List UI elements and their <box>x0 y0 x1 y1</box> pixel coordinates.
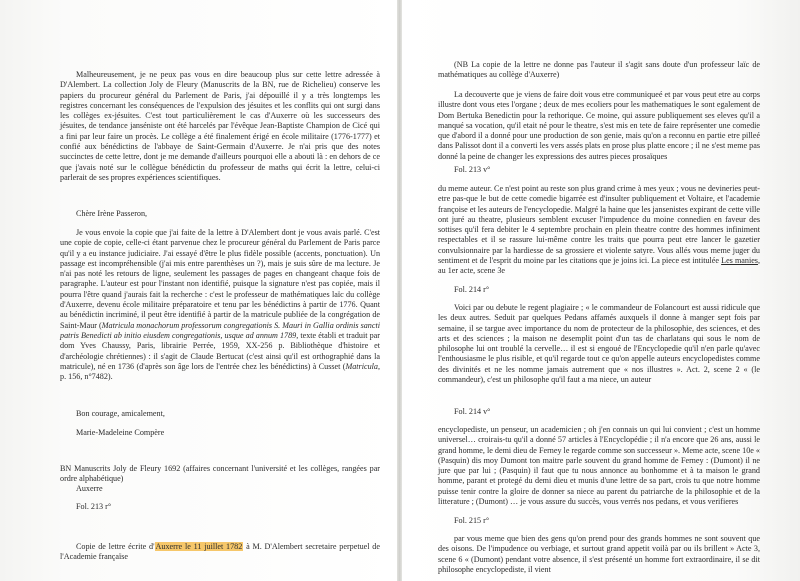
auxerre-label: Auxerre <box>76 484 103 493</box>
folio-213-verso: Fol. 213 v° <box>454 165 491 174</box>
letter-paragraph-5 <box>438 534 760 575</box>
letter-body-end: , p. 156, n°7482). <box>60 361 380 382</box>
letter-body-part-2: , texte établi et traduit par dom Yves Chaussy, Paris, librairie Perrée, 1959, XX-256 p. Bibliothèque d'histoire et d'archéologie chrétiennes) : il s'agit de Claude Bertucat (c'est ainsi qu'il est orthographié dans la matricule), né en 1736 (d'après son âge lors de l'entrée chez les bénédictins) à Cusset ( <box>60 330 380 371</box>
intro-text: Malheureusement, je ne peux pas vous en dire beaucoup plus sur cette lettre adressée à D'Alembert. La collection Joly de Fleury (Manuscrits de la BN, rue de Richelieu) conserve les papiers du procureur général du Parlement de Paris, j'ai dépouillé il y a très longtemps les registres concernant les conséquences de l'expulsion des jésuites et les conflits qui ont surgi dans les collèges ex-jésuites. C'est tout particulièrement le cas d'Auxerre où les successeurs des jésuites, de tendance janséniste ont été harcelés par l'évêque Jean-Baptiste Champion de Cicé qui a fini par leur faire un procès. Le collège a été finalement érigé en école militaire (1776-1777) et confié aux bénédictins de l'abbaye de Saint-Germain d'Auxerre. Je n'ai pris que des notes succinctes de cette lettre, dont je me demande d'ailleurs pourquoi elle a abouti là : en dehors de ce que j'avais noté sur le collègue bénédictin du professeur de maths qui écrit la lettre, celui-ci parlerait de ses propres expériences scientifiques. <box>60 70 380 182</box>
folio-213-recto: Fol. 213 r° <box>76 502 112 511</box>
play-title: Les manies <box>721 256 758 266</box>
letter-paragraph-2-main: du meme auteur. Ce n'est point au reste son plus grand crime à mes yeux ; vous ne devineries peut-etre pas-que le but de cette comedie bigarrée est d'insulter publiquement et Voltaire, et l'academie françoise et les auteurs de l'encyclopedie. Malgré la haine que les jansenistes expirant de cette ville ont juré au theatre, plusieurs semblent excuser l'impudence du moine connedien en faveur des sottises qu'il fera debiter le 4 septembre prochain en plein theatre contre des hommes infiniment respectables et il se rassure lui-même contre les traits que pourra peut etre lancer le gazetier convulsionnaire par la hardiesse de sa grossiere et violente satyre. Vous allés vous meme juger du sentiment et de l'esprit du moine par les citations que je joins ici. La piece est intitulée <box>438 184 760 266</box>
bn-reference <box>60 464 380 485</box>
letter-body-text <box>60 228 380 382</box>
signature: Marie-Madeleine Compère <box>76 428 165 437</box>
copy-heading <box>60 542 380 563</box>
salutation: Chère Irène Passeron, <box>76 209 148 218</box>
letter-paragraph-3 <box>438 303 760 385</box>
letter-body <box>60 228 380 382</box>
letter-paragraph-4-text: encyclopediste, un penseur, un academicien ; oh j'en connais un qui lui convient ; c'est un homme universel… croirais-tu qu'il a donné 57 articles à l'Encyclopédie ; il n'a encore que 26 ans, aussi le grand homme, le demi dieu de Ferney le regarde comme son successeur ». Meme acte, scene 10e « (Pasquin) dis moy Dumont ton maitre parle souvent du grand homme de Ferney : (Dumont) il ne jure que par lui ; (Pasquin) il faut que tu nous annonce au bonhomme et à ta maison le grand homme, parant et protegé du demi dieu et munis d'une lettre de sa part, crois tu que notre homme puisse tenir contre la gloire de donner sa niece au parent du patriarche de la philosophie et de la litterature ; (Dumont) … je vous assure du succès, vous verrés nos pedans, et vous verifieres <box>438 425 760 507</box>
copy-prefix: Copie de lettre écrite d' <box>76 542 155 551</box>
letter-body-part-1: Je vous envoie la copie que j'ai faite de la lettre à D'Alembert dont je vous avais parlé. C'est une copie de copie, celle-ci étant parvenue chez le procureur général du Parlement de Paris parce qu'il y a eu instance judiciaire. J'ai essayé d'être le plus fidèle possible (accents, ponctuation). Un passage est incompréhensible (j'ai mis entre parenthèses un ?), mais je suis sûre de ma lecture. Je n'ai pas noté les retours de ligne, seulement les passages de pages en changeant chaque fois de paragraphe. L'auteur est pour l'instant non identifié, puisque la signature n'est pas copiée, mais il pourra l'être quand j'aurais fait la recherche : c'est le professeur de mathématiques laïc du collège d'Auxerre, devenu école militaire préparatoire et tenu par les bénédictins à partir de 1776. Quant au bénédictin incriminé, il peut être identifié à partir de la matricule publiée de la congrégation de Saint-Maur ( <box>60 228 380 330</box>
folio-214-verso: Fol. 214 v° <box>454 407 491 416</box>
copy-heading-text <box>60 542 380 563</box>
matricula-title: Matricula monachorum professorum congregationis S. Mauri in Gallia ordinis sancti patris Benedicti ab initio eiusdem congregationis, usque ad annum 1789 <box>60 320 380 340</box>
matricula-short: Matricula <box>345 361 378 371</box>
right-page <box>400 0 800 581</box>
letter-paragraph-5-text: par vous meme que bien des gens qu'on prend pour des grands hommes ne sont souvent que des oisons. De l'impudence ou verbiage, et surtout grand appetit voilà par ou ils brillent » Acte 3, scene 6 « (Dumont) pendant votre absence, il s'est présenté un homme fort extraordinaire, il se dit philosophe encyclopediste, il vient <box>438 534 760 574</box>
letter-paragraph-2-end: , au 1er acte, scene 3e <box>438 256 760 276</box>
nb-note <box>438 60 760 81</box>
letter-paragraph-4 <box>438 425 760 507</box>
letter-paragraph-1 <box>438 90 760 162</box>
folio-215-recto: Fol. 215 r° <box>454 516 490 525</box>
letter-paragraph-2 <box>438 184 760 277</box>
letter-paragraph-1-text: La decouverte que je viens de faire doit vous etre communiqueé et par vous peut etre au corps illustre dont vous etes l'organe ; deux de mes ecoliers pour les mathematiques le sont egalement de Dom Bertuka Benedictin pour la rethorique. Ce moine, qui assure publiquement ses eleves qu'il a manqué sa vocation, qu'il etait né pour le theatre, s'est mis en tete de faire représenter une comedie que d'abord il a donné pour une production de son genie, mais qu'on a reconnu en partie etre pilleé dans Palissot dont il a converti les vers assés plats en prose plus platte encore ; il ne s'est meme pas donné la peine de changer les expressions des autres pieces prosaïques <box>438 90 760 161</box>
highlighted-date: Auxerre le 11 juillet 1782 <box>155 542 243 551</box>
closing-line: Bon courage, amicalement, <box>76 409 165 418</box>
bn-reference-text: BN Manuscrits Joly de Fleury 1692 (affaires concernant l'université et les collèges, rangées par ordre alphabétique) <box>60 464 380 484</box>
folio-214-recto: Fol. 214 r° <box>454 285 490 294</box>
nb-note-text: (NB La copie de la lettre ne donne pas l'auteur il s'agit sans doute d'un professeur laïc de mathématiques au collège d'Auxerre) <box>438 60 760 80</box>
copy-suffix: à M. D'Alembert secretaire perpetuel de l'Academie françaïse <box>60 542 380 562</box>
intro-paragraph <box>60 70 380 183</box>
left-page <box>0 0 398 581</box>
letter-paragraph-3-text: Voici par ou debute le regent plagiaire ; « le commandeur de Folancourt est aussi ridicule que les deux autres. Seduit par quelques Pedans affamés auxquels il donne à manger sept fois par semaine, il se targue avec importance du nom de protecteur de la philosophie, des sciences, et des arts et des sciences ; la maison ne desemplit point d'un tas de charlatans qui sous le nom de philosophe lui ont troublé la cervelle… il est si engoué de l'Encyclopedie qu'il n'en parle qu'avec l'enthousiasme le plus risible, et qu'il regarde tout ce qu'on appelle auteurs encyclopedistes comme des divinités et ne les nomme jamais autrement que « nos illustres ». Act. 2, scene 2 « (le commandeur), c'est un philosophe qu'il faut a ma niece, un auteur <box>438 303 760 385</box>
letter-paragraph-2-text <box>438 184 760 277</box>
